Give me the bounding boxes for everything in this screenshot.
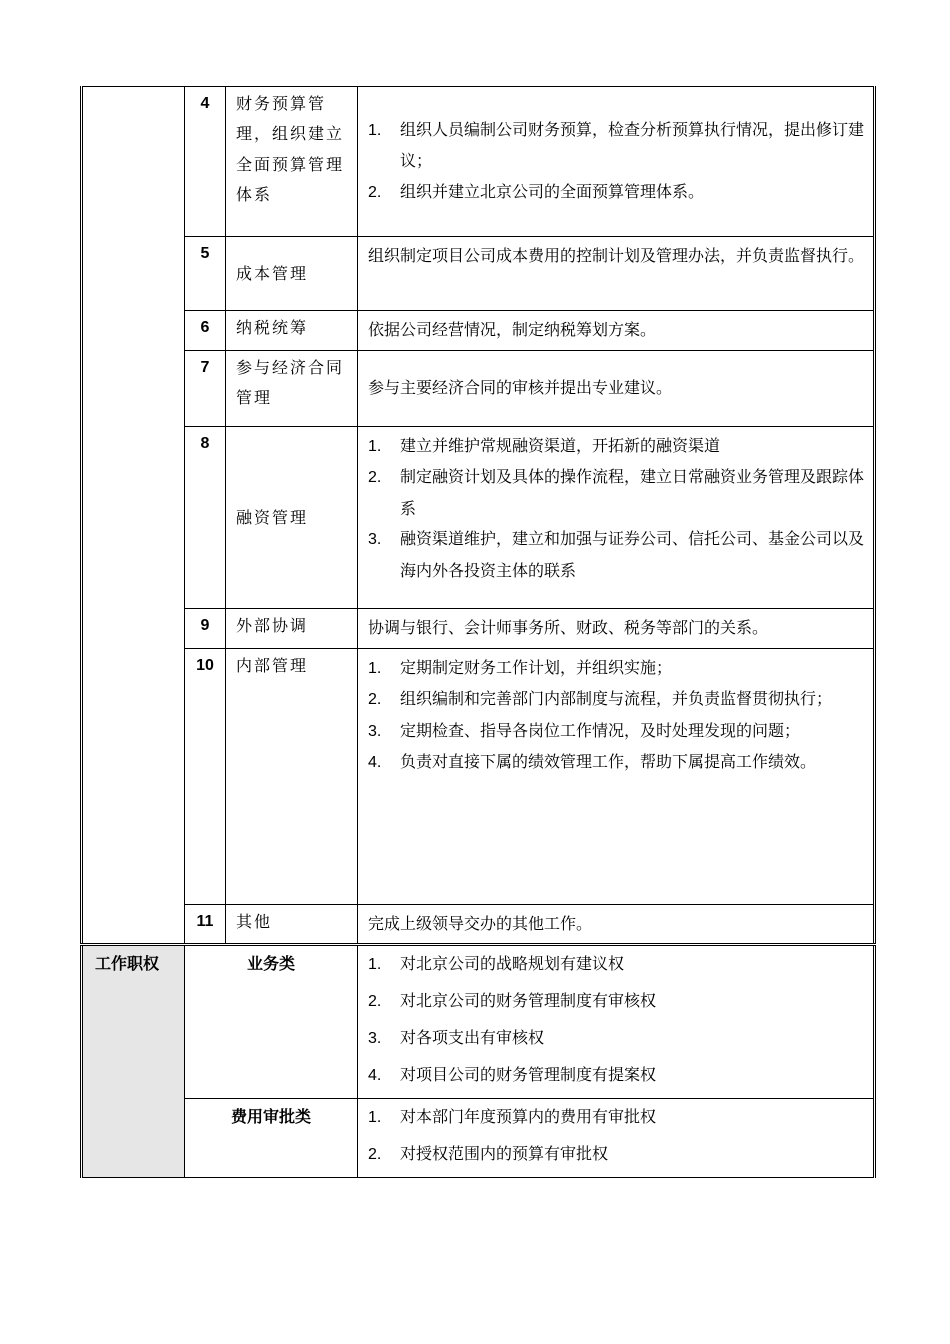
duty-number: 4 [185,87,226,237]
job-description-table [80,86,876,1178]
item-text: 定期制定财务工作计划，并组织实施； [400,658,673,677]
duty-row-6 [82,311,875,351]
authority-list [358,945,875,1099]
list-item [368,747,865,778]
duty-name: 纳税统筹 [226,311,358,351]
duty-name: 内部管理 [226,649,358,905]
list-item [368,1099,865,1136]
item-text: 组织人员编制公司财务预算，检查分析预算执行情况，提出修订建议； [400,119,865,171]
item-number: 1. [368,121,382,139]
item-number: 2. [368,1146,382,1164]
item-text: 定期检查、指导各岗位工作情况，及时处理发现的问题； [400,720,801,740]
item-text: 建立并维护常规融资渠道，开拓新的融资渠道 [400,436,721,455]
category-label: 业务类 [185,945,358,1099]
duty-name: 参与经济合同管理 [226,351,358,427]
list-item [368,462,865,524]
item-text: 组织编制和完善部门内部制度与流程，并负责监督贯彻执行； [400,689,833,709]
list-item [368,1136,865,1173]
duty-number: 7 [185,351,226,427]
item-number: 1. [368,660,382,677]
item-number: 3. [368,1030,382,1048]
item-text: 对各项支出有审核权 [400,1028,545,1048]
category-label: 费用审批类 [185,1099,358,1178]
section-label: 工作职权 [82,945,185,1178]
duty-description: 依据公司经营情况，制定纳税筹划方案。 [358,311,875,351]
duty-row-10 [82,649,875,905]
duty-description: 完成上级领导交办的其他工作。 [358,905,875,945]
duty-row-5 [82,237,875,311]
item-text: 融资渠道维护，建立和加强与证券公司、信托公司、基金公司以及海内外各投资主体的联系 [400,529,865,580]
item-number: 1. [368,956,382,974]
item-text: 对北京公司的财务管理制度有审核权 [400,991,657,1011]
duty-number: 9 [185,609,226,649]
duty-row-11 [82,905,875,945]
list-item [368,524,865,586]
list-item [368,653,865,684]
list-item [368,1020,865,1057]
item-number: 4. [368,754,382,772]
item-text: 组织并建立北京公司的全面预算管理体系。 [400,181,705,201]
duty-description [358,87,875,237]
duty-number: 11 [185,905,226,945]
item-number: 1. [368,1109,382,1127]
authority-row-expense [82,1099,875,1178]
list-item [368,716,865,747]
item-number: 3. [368,722,382,740]
duty-number: 10 [185,649,226,905]
item-number: 2. [368,993,382,1011]
item-text: 对北京公司的战略规划有建议权 [400,954,625,974]
list-item [368,946,865,983]
duty-number: 5 [185,237,226,311]
duty-description [358,649,875,905]
item-text: 负责对直接下属的绩效管理工作，帮助下属提高工作绩效。 [400,752,817,772]
duty-description [358,427,875,609]
authority-row-business [82,945,875,1099]
item-number: 3. [368,531,382,549]
item-number: 2. [368,183,382,201]
item-text: 对本部门年度预算内的费用有审批权 [400,1107,657,1127]
list-item [368,177,865,208]
item-number: 2. [368,691,382,709]
list-item [368,983,865,1020]
item-text: 对项目公司的财务管理制度有提案权 [400,1065,657,1085]
list-item [368,431,865,462]
duty-name: 外部协调 [226,609,358,649]
list-item [368,1057,865,1094]
list-item [368,684,865,715]
duty-name: 财务预算管理，组织建立全面预算管理体系 [226,87,358,237]
duty-row-9 [82,609,875,649]
duty-description: 参与主要经济合同的审核并提出专业建议。 [358,351,875,427]
item-text: 对授权范围内的预算有审批权 [400,1144,609,1164]
duty-number: 6 [185,311,226,351]
duty-description: 组织制定项目公司成本费用的控制计划及管理办法，并负责监督执行。 [358,237,875,311]
item-text: 制定融资计划及具体的操作流程，建立日常融资业务管理及跟踪体系 [400,467,865,518]
duty-number: 8 [185,427,226,609]
item-number: 4. [368,1067,382,1085]
left-blank-cell [82,87,185,945]
list-item [368,115,865,177]
duty-description: 协调与银行、会计师事务所、财政、税务等部门的关系。 [358,609,875,649]
duty-row-7 [82,351,875,427]
duty-name: 其他 [226,905,358,945]
duty-row-4 [82,87,875,237]
duty-name: 融资管理 [226,427,358,609]
duty-name: 成本管理 [226,237,358,311]
duty-row-8 [82,427,875,609]
authority-list [358,1099,875,1178]
item-number: 1. [368,438,382,455]
item-number: 2. [368,469,382,487]
